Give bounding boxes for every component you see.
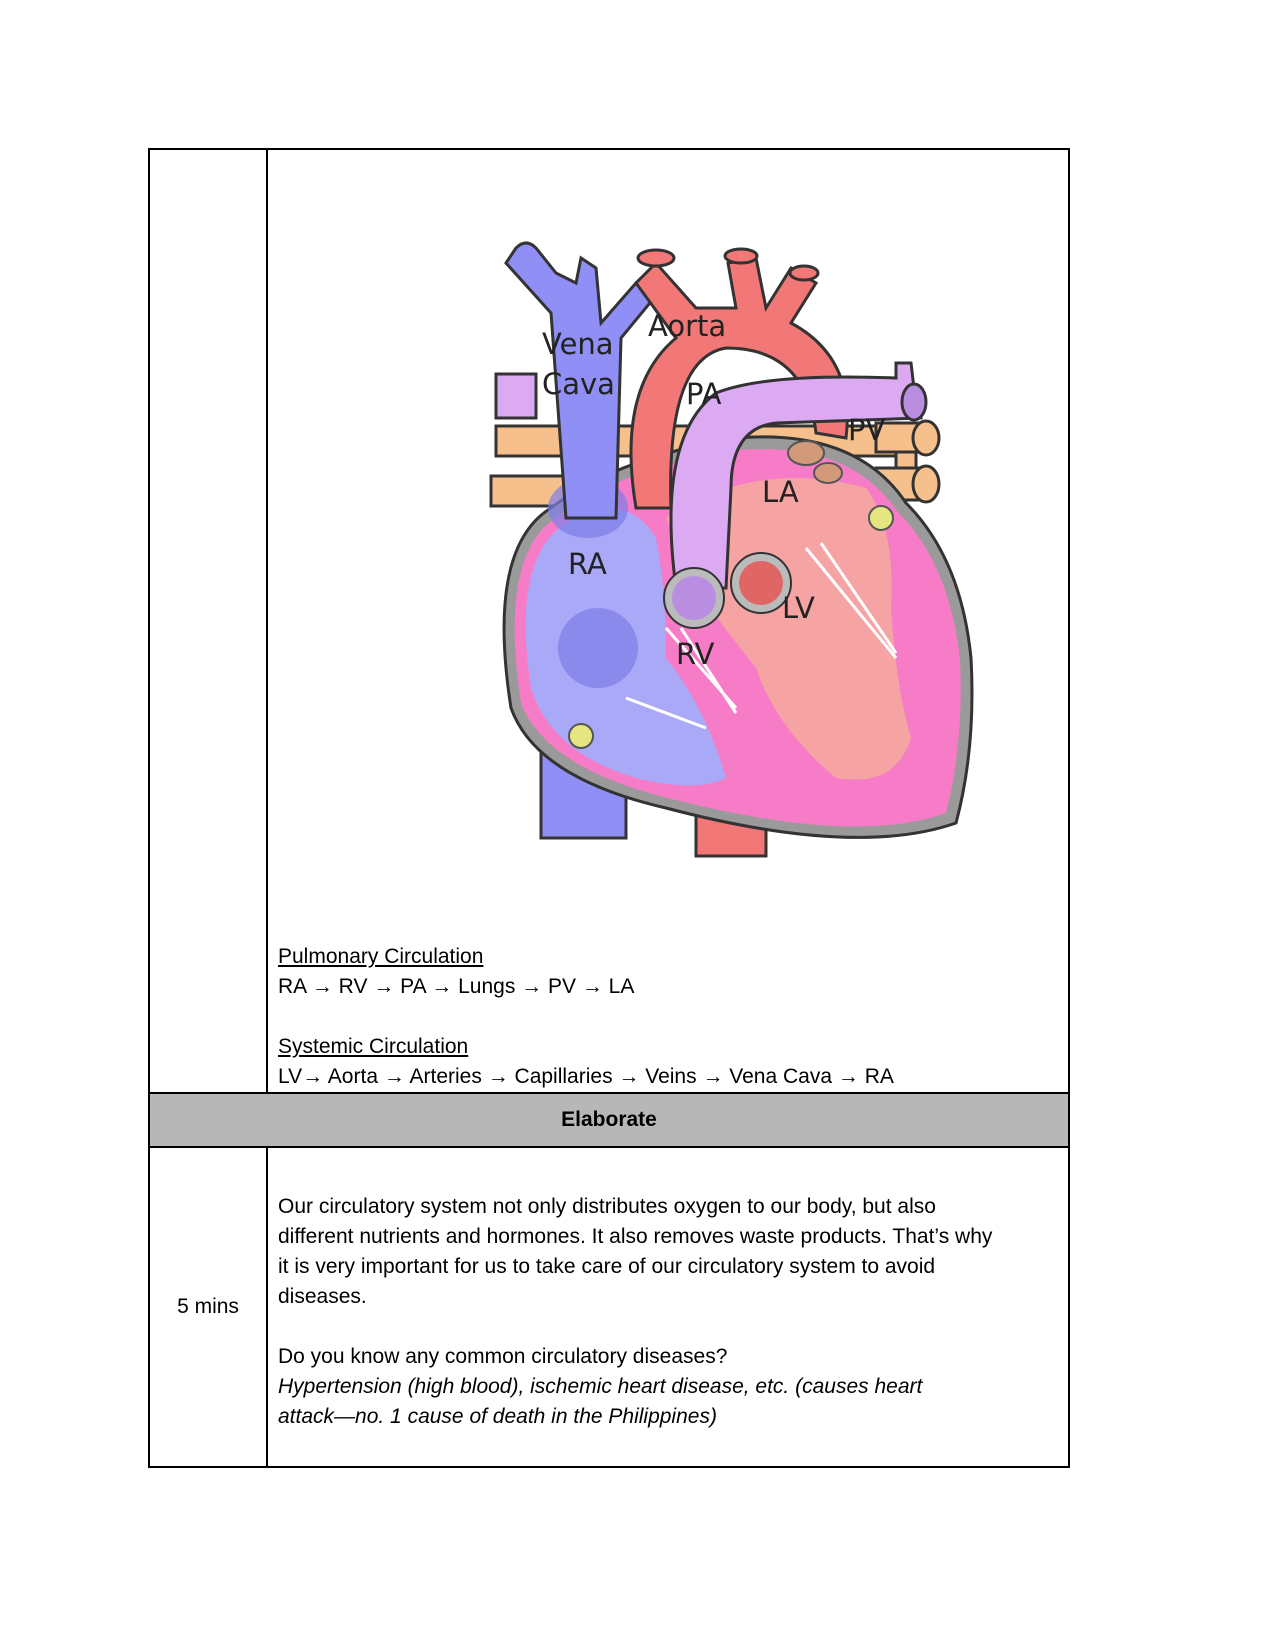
systemic-title: Systemic Circulation: [278, 1035, 469, 1058]
elaborate-row: [149, 1147, 1069, 1467]
av-node-left: [869, 506, 893, 530]
heart-illustration: [336, 188, 1136, 908]
paragraph-line: Our circulatory system not only distributes oxygen to our body, but also: [278, 1195, 936, 1218]
elaborate-content-cell: [267, 1147, 1069, 1467]
label-vena: Vena: [542, 327, 614, 361]
diagram-cell: [267, 149, 1069, 1093]
lesson-plan-table: [148, 148, 1070, 1468]
section-title: Elaborate: [149, 1093, 1069, 1147]
section-header-row: [149, 1093, 1069, 1147]
av-node-right: [569, 724, 593, 748]
pulmonary-title: Pulmonary Circulation: [278, 945, 484, 968]
label-pa: PA: [686, 377, 722, 411]
time-cell-empty: [149, 149, 267, 1093]
question-text: Do you know any common circulatory diseases?: [278, 1345, 728, 1368]
systemic-path: LV→ Aorta → Arteries → Capillaries → Veins → Vena Cava → RA: [278, 1065, 894, 1088]
paragraph-line: it is very important for us to take care of our circulatory system to avoid: [278, 1255, 936, 1278]
label-aorta: Aorta: [648, 309, 727, 343]
paragraph-line: diseases.: [278, 1285, 367, 1308]
label-la: LA: [762, 475, 799, 509]
paragraph-line: different nutrients and hormones. It also removes waste products. That’s why: [278, 1225, 993, 1248]
ra-inner: [558, 608, 638, 688]
label-ra: RA: [568, 547, 607, 581]
circulation-notes: [268, 942, 1068, 1092]
label-pv: PV: [848, 413, 886, 447]
time-cell: 5 mins: [149, 1147, 267, 1467]
pulmonary-path: RA → RV → PA → Lungs → PV → LA: [278, 975, 635, 998]
label-rv: RV: [676, 637, 715, 671]
label-cava: Cava: [542, 367, 615, 401]
heart-diagram: [336, 188, 1136, 908]
answer-line: Hypertension (high blood), ischemic heart disease, etc. (causes heart: [278, 1375, 923, 1398]
answer-line: attack—no. 1 cause of death in the Philippines): [278, 1405, 717, 1428]
elaborate-text: [268, 1148, 1068, 1432]
diagram-row: [149, 149, 1069, 1093]
label-lv: LV: [782, 591, 815, 625]
